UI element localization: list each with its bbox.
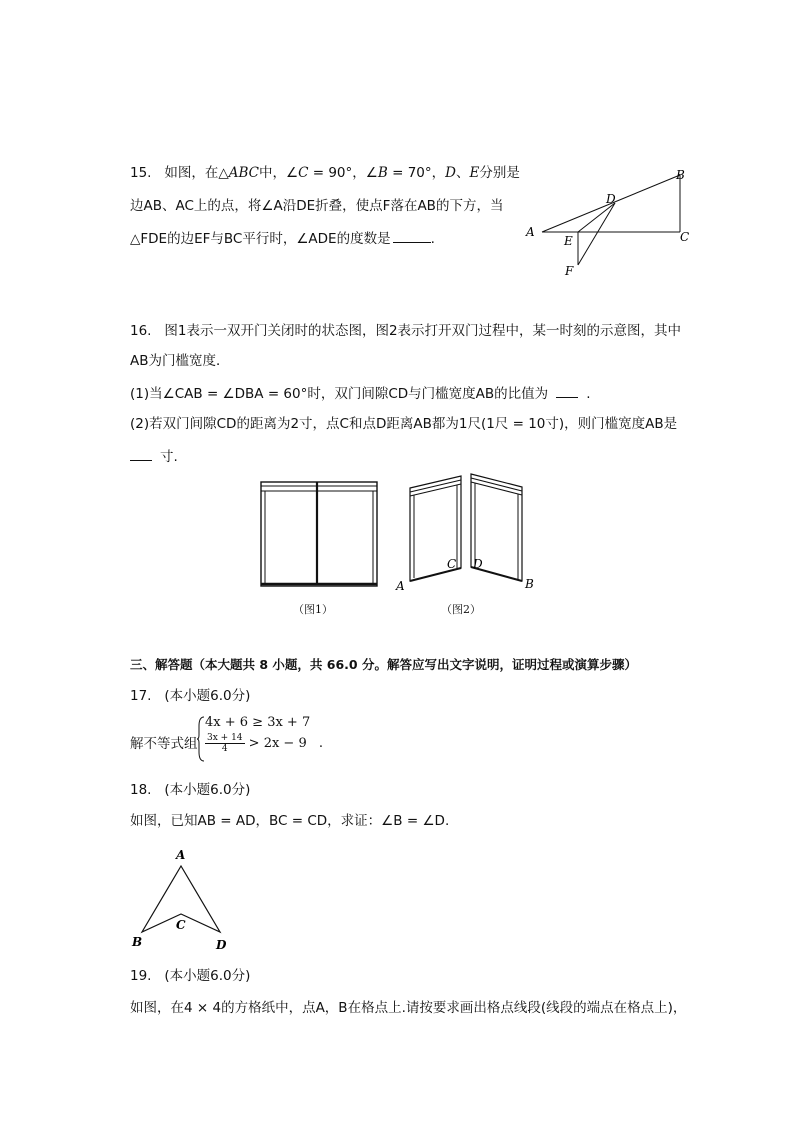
- q15-line1: [130, 163, 520, 183]
- q15-figure: [520, 160, 700, 285]
- q15-segment-de: [578, 203, 615, 232]
- q19-statement: 如图，在4 × 4的方格纸中，点A，B在格点上.请按要求画出格点线段(线段的端点在格点上)，: [130, 1000, 687, 1016]
- q16-fig2-label-d: D: [473, 557, 483, 571]
- q15-text-c: 中，∠: [259, 165, 299, 181]
- q15-number: 15.: [130, 165, 152, 181]
- q19-header: [130, 966, 250, 986]
- q15-text-f: B: [377, 165, 388, 181]
- q15-segment-df: [578, 203, 615, 265]
- q15-label-f: F: [565, 264, 574, 278]
- q16-part2-blank[interactable]: [130, 446, 152, 461]
- q17-inequality-2-rest: > 2x − 9: [248, 736, 307, 751]
- q17-inequality-2: [205, 733, 323, 754]
- q18-statement: 如图，已知AB = AD，BC = CD，求证：∠B = ∠D.: [130, 813, 450, 829]
- q17-fraction-den: 4: [221, 744, 228, 754]
- q16-part2-end: 寸.: [160, 449, 178, 465]
- q15-label-c: C: [680, 230, 690, 244]
- q18-label-d: D: [216, 938, 227, 952]
- q17-end: .: [318, 736, 324, 751]
- q15-line3: [130, 228, 435, 249]
- q15-label-a: A: [526, 225, 535, 239]
- q16-part1-end: .: [586, 386, 591, 402]
- q18-number: 18.: [130, 782, 152, 798]
- q15-text-g: = 70°，: [387, 165, 446, 181]
- q16-number: 16.: [130, 323, 152, 339]
- q17-brace: [197, 716, 205, 762]
- q17-prefix: 解不等式组: [130, 736, 198, 752]
- q18-points: (本小题6.0分): [164, 782, 251, 798]
- q16-fig1-frame: [261, 482, 377, 586]
- q15-line3-end: .: [430, 231, 435, 247]
- q16-part1: [130, 383, 590, 404]
- q15-text-j: E: [469, 165, 480, 181]
- q16-fig2-label-c: C: [447, 557, 457, 571]
- q15-line3-text: △FDE的边EF与BC平行时，∠ADE的度数是: [130, 231, 391, 247]
- q19-number: 19.: [130, 968, 152, 984]
- q19-points: (本小题6.0分): [164, 968, 251, 984]
- q17-fraction: [205, 733, 245, 754]
- q15-answer-blank[interactable]: [393, 228, 431, 243]
- q15-text-i: 、: [455, 165, 470, 181]
- q17-inequality-1: 4x + 6 ≥ 3x + 7: [205, 715, 311, 730]
- q15-label-e: E: [564, 234, 573, 248]
- q17-header: [130, 686, 250, 706]
- q16-part2-line2: [130, 446, 178, 467]
- q16-line1: [130, 321, 681, 341]
- q15-text-e: = 90°，∠: [308, 165, 378, 181]
- q15-text-k: 分别是: [479, 165, 520, 181]
- q16-fig2-caption: （图2）: [441, 603, 481, 616]
- q16-figure1: [255, 478, 385, 590]
- q16-fig2-label-a: A: [396, 579, 405, 593]
- q16-part1-text: (1)当∠CAB = ∠DBA = 60°时，双门间隙CD与门槛宽度AB的比值为: [130, 386, 549, 402]
- q18-header: [130, 780, 250, 800]
- q16-figure2: [393, 468, 543, 594]
- q16-part1-blank[interactable]: [556, 383, 578, 398]
- q18-label-c: C: [176, 918, 186, 932]
- q16-line1-text: 图1表示一双开门关闭时的状态图，图2表示打开双门过程中，某一时刻的示意图，其中: [164, 323, 682, 339]
- q15-label-b: B: [676, 168, 685, 182]
- q17-fraction-num: 3x + 14: [207, 733, 243, 743]
- section3-heading: 三、解答题（本大题共 8 小题，共 66.0 分。解答应写出文字说明，证明过程或演算步骤）: [130, 657, 637, 672]
- q15-text-a: 如图，在△: [164, 165, 229, 181]
- q15-text-b: ABC: [228, 165, 259, 181]
- q16-fig2-label-b: B: [525, 577, 534, 591]
- q18-label-a: A: [176, 848, 186, 862]
- q15-text-d: C: [298, 165, 309, 181]
- q16-part2-line1: (2)若双门间隙CD的距离为2寸，点C和点D距离AB都为1尺(1尺 = 10寸)，则门槛宽度AB是: [130, 416, 678, 432]
- q16-line2: AB为门槛宽度．: [130, 353, 230, 369]
- q18-figure: [128, 842, 238, 957]
- q17-points: (本小题6.0分): [164, 688, 251, 704]
- q17-number: 17.: [130, 688, 152, 704]
- q15-label-d: D: [606, 192, 616, 206]
- q15-line2: 边AB、AC上的点，将∠A沿DE折叠，使点F落在AB的下方，当: [130, 198, 504, 214]
- q18-label-b: B: [132, 935, 143, 949]
- q16-fig1-caption: （图1）: [293, 603, 333, 616]
- q15-text-h: D: [445, 165, 456, 181]
